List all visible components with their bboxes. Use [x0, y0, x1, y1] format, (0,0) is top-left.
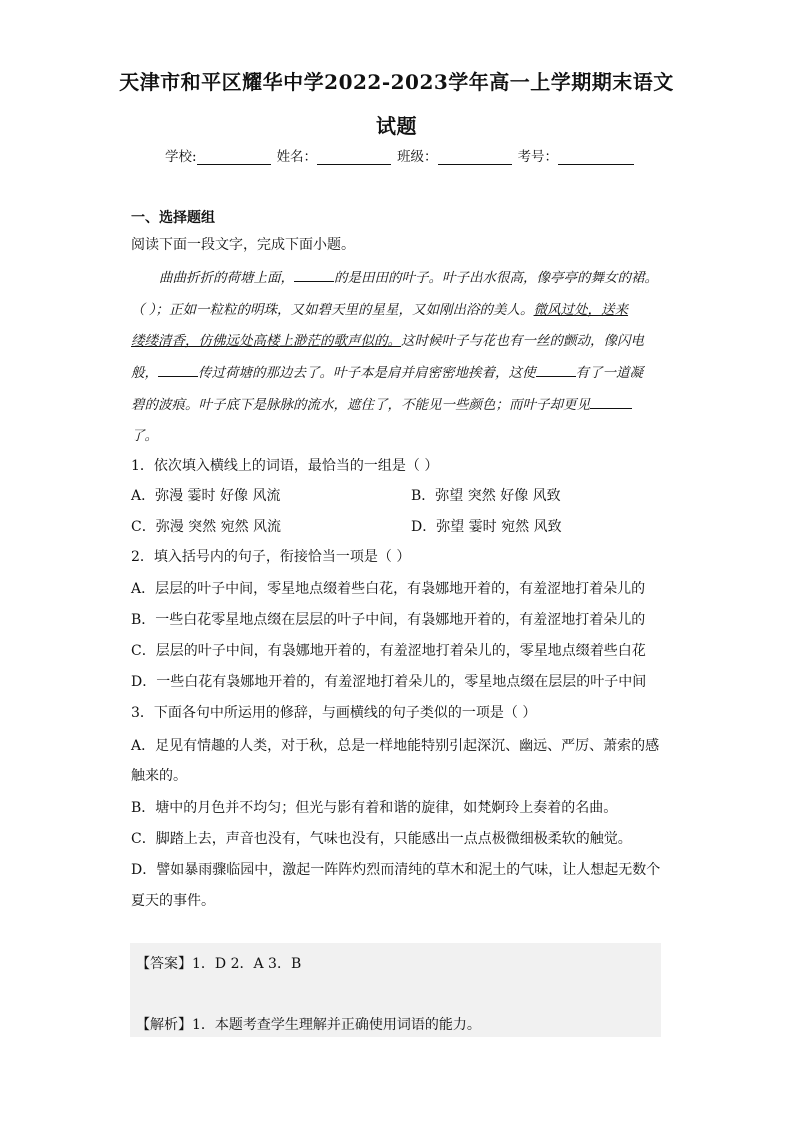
passage-line-2 — [131, 298, 628, 318]
question-2: 2．填入括号内的句子，衔接恰当一项是（ ） — [131, 549, 411, 565]
analysis-text: 1．本题考查学生理解并正确使用词语的能力。 — [192, 1017, 481, 1033]
q3-option-a-line2: 触来的。 — [131, 768, 187, 784]
underlined-sentence: 微风过处，送来 — [533, 302, 629, 318]
q1-option-c: C．弥漫 突然 宛然 风流 — [131, 519, 282, 535]
question-1: 1．依次填入横线上的词语，最恰当的一组是（ ） — [131, 458, 439, 474]
fill-blank-4 — [590, 396, 632, 409]
school-blank — [197, 150, 271, 165]
name-label: 姓名： — [276, 149, 318, 165]
passage-text: 曲曲折折的荷塘上面， — [159, 270, 294, 286]
passage-line-5 — [131, 393, 632, 413]
underlined-sentence: 缕缕清香，仿佛远处高楼上渺茫的歌声似的。 — [131, 333, 401, 349]
class-label: 班级： — [397, 149, 438, 165]
passage-line-1 — [159, 266, 658, 286]
q3-option-b: B．塘中的月色并不均匀；但光与影有着和谐的旋律，如梵婀玲上奏着的名曲。 — [131, 800, 618, 816]
fill-blank-3 — [536, 364, 576, 377]
q1-option-d: D．弥望 霎时 宛然 风致 — [411, 519, 562, 535]
document-title-line1: 天津市和平区耀华中学2022-2023学年高一上学期期末语文 — [119, 70, 674, 94]
answer-box — [130, 943, 661, 1037]
exam-no-label: 考号： — [517, 149, 559, 165]
passage-text: 传过荷塘的那边去了。叶子本是肩并肩密密地挨着，这使 — [198, 365, 536, 381]
q1-option-a: A．弥漫 霎时 好像 风流 — [131, 488, 281, 504]
exam-no-blank — [558, 150, 634, 165]
passage-line-6: 了。 — [131, 428, 158, 444]
fill-blank-1 — [294, 269, 334, 282]
passage-text: 有了一道凝 — [575, 365, 643, 381]
passage-text: 这时候叶子与花也有一丝的颤动，像闪电 — [401, 333, 644, 349]
passage-line-4 — [131, 361, 643, 381]
student-info-row — [165, 145, 640, 165]
q2-option-b: B．一些白花零星地点缀在层层的叶子中间，有袅娜地开着的，有羞涩地打着朵儿的 — [131, 612, 646, 628]
q3-option-c: C．脚踏上去，声音也没有，气味也没有，只能感出一点点极微细极柔软的触觉。 — [131, 831, 632, 847]
class-blank — [438, 150, 512, 165]
name-blank — [317, 150, 391, 165]
analysis-row — [136, 1014, 481, 1034]
section-title: 一、选择题组 — [131, 210, 215, 226]
analysis-label: 【解析】 — [136, 1017, 192, 1033]
q2-option-c: C．层层的叶子中间，有袅娜地开着的，有羞涩地打着朵儿的，零星地点缀着些白花 — [131, 643, 646, 659]
school-label: 学校: — [165, 149, 197, 165]
passage-line-3 — [131, 329, 644, 349]
document-title-line2: 试题 — [376, 114, 417, 138]
q2-option-d: D．一些白花有袅娜地开着的，有羞涩地打着朵儿的，零星地点缀在层层的叶子中间 — [131, 674, 647, 690]
q1-option-b: B．弥望 突然 好像 风致 — [411, 488, 561, 504]
passage-text: 碧的波痕。叶子底下是脉脉的流水，遮住了，不能见一些颜色；而叶子却更见 — [131, 397, 590, 413]
passage-text: 的是田田的叶子。叶子出水很高，像亭亭的舞女的裙。 — [334, 270, 658, 286]
q3-option-d-line2: 夏天的事件。 — [131, 893, 215, 909]
passage-text: （ ）；正如一粒粒的明珠，又如碧天里的星星，又如刚出浴的美人。 — [131, 302, 534, 318]
passage-text: 般， — [131, 365, 158, 381]
q2-option-a: A．层层的叶子中间，零星地点缀着些白花，有袅娜地开着的，有羞涩地打着朵儿的 — [131, 581, 646, 597]
q3-option-d-line1: D．譬如暴雨骤临园中，激起一阵阵灼烈而清纯的草木和泥土的气味，让人想起无数个 — [131, 862, 661, 878]
answer-text: 1．D 2．A 3．B — [192, 956, 302, 972]
fill-blank-2 — [158, 364, 198, 377]
intro-text: 阅读下面一段文字，完成下面小题。 — [131, 237, 355, 253]
q3-option-a-line1: A．足见有情趣的人类，对于秋，总是一样地能特别引起深沉、幽远、严厉、萧索的感 — [131, 738, 660, 754]
answer-label: 【答案】 — [136, 956, 192, 972]
question-3: 3．下面各句中所运用的修辞，与画横线的句子类似的一项是（ ） — [131, 705, 537, 721]
answer-row — [136, 953, 301, 973]
